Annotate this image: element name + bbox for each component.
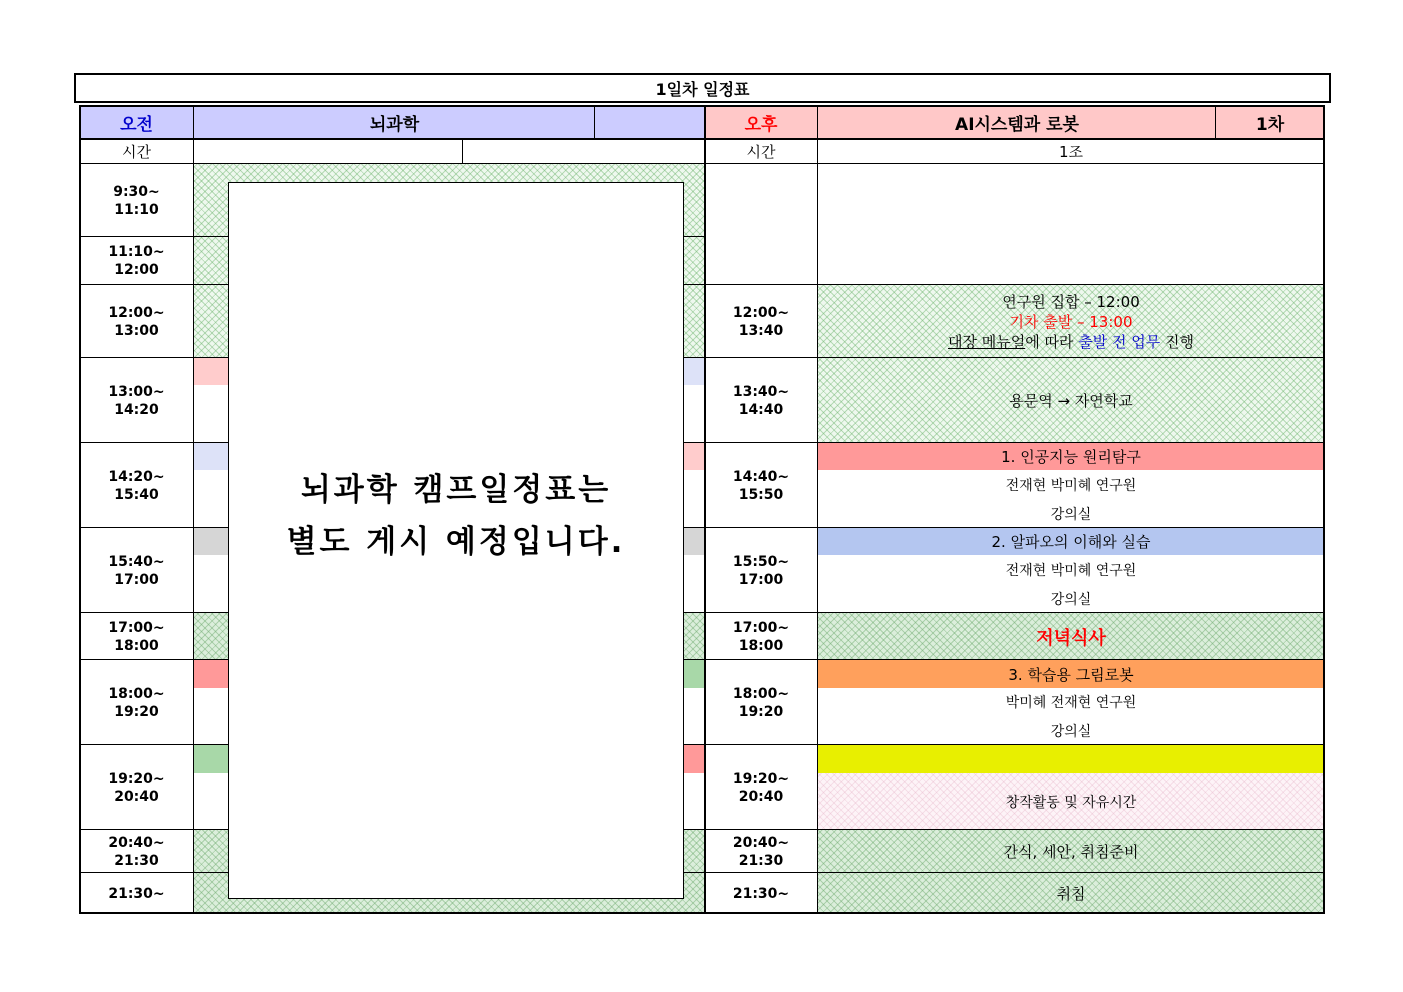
pm-dinner: 저녁식사: [818, 613, 1324, 660]
pm-time-2040: 20:40~ 21:30: [732, 834, 790, 869]
session-2-room: 강의실: [1050, 591, 1092, 608]
brain-science-notice-box: [228, 182, 684, 899]
am-time-1800: 18:00~ 19:20: [108, 685, 165, 720]
am-line-v1: [193, 105, 194, 914]
pm-table-border: [704, 105, 1325, 914]
pm-sleep: 취침: [818, 873, 1324, 914]
brain-science-notice: 뇌과학 캠프일정표는 별도 게시 예정입니다.: [286, 471, 626, 560]
pm-line-r9: [704, 872, 1325, 873]
am-line-h2: [79, 163, 704, 164]
am-time-1300: 13:00~ 14:20: [108, 383, 165, 418]
session-1-title: 1. 인공지능 원리탐구: [818, 443, 1324, 470]
pm-time-1700: 17:00~ 18:00: [732, 619, 790, 654]
pm-line-r7: [704, 744, 1325, 745]
am-time-1420: 14:20~ 15:40: [108, 468, 165, 503]
session-3-staff: 박미혜 전재현 연구원: [1005, 695, 1137, 711]
pm-time-1800: 18:00~ 19:20: [732, 685, 790, 720]
pm-line-r8: [704, 829, 1325, 830]
am-time-1920: 19:20~ 20:40: [108, 770, 165, 805]
pm-snack: 간식, 세안, 취침준비: [818, 830, 1324, 873]
am-time-2130: 21:30~: [108, 885, 165, 902]
am-time-2040: 20:40~ 21:30: [108, 834, 165, 869]
session-1-room: 강의실: [1050, 506, 1092, 523]
pm-time-1200: 12:00~ 13:40: [732, 304, 790, 339]
am-line-v2: [594, 105, 595, 139]
am-time-0930: 9:30~ 11:10: [113, 183, 160, 218]
pm-line-r5: [704, 612, 1325, 613]
gather-line-2: 기차 출발 – 13:00: [1009, 312, 1133, 331]
am-time-1110: 11:10~ 12:00: [108, 244, 165, 278]
pm-line-h2: [704, 163, 1325, 164]
am-time-1700: 17:00~ 18:00: [108, 619, 165, 654]
page-title: 1일차 일정표: [74, 73, 1331, 103]
pm-line-v1: [817, 105, 818, 914]
pm-line-r4: [704, 527, 1325, 528]
pm-time-1440: 14:40~ 15:50: [732, 468, 790, 503]
am-line-h1: [79, 138, 704, 140]
pm-program-title: AI시스템과 로봇: [818, 105, 1216, 139]
pm-time-1920: 19:20~ 20:40: [732, 770, 790, 805]
pm-time-1550: 15:50~ 17:00: [732, 553, 790, 588]
pm-line-v2: [1215, 105, 1216, 139]
pm-time-header: 시간: [746, 143, 776, 161]
pm-line-r1: [704, 284, 1325, 285]
session-3-title: 3. 학습용 그림로봇: [818, 660, 1324, 688]
pm-round: 1차: [1216, 105, 1324, 139]
am-time-1200: 12:00~ 13:00: [108, 304, 165, 339]
am-time-header: 시간: [122, 143, 151, 161]
session-1-staff: 전재현 박미혜 연구원: [1005, 477, 1137, 494]
session-3-room: 강의실: [1050, 723, 1092, 740]
gather-line-3: 대장 메뉴얼에 따라 출발 전 업무 진행: [948, 332, 1194, 351]
pm-line-r2: [704, 357, 1325, 358]
am-time-1540: 15:40~ 17:00: [108, 553, 165, 588]
pm-travel: 용문역 → 자연학교: [818, 358, 1324, 443]
session-2-staff: 전재현 박미혜 연구원: [1005, 562, 1137, 579]
pm-time-2130: 21:30~: [732, 885, 790, 902]
pm-free-time: 창작활동 및 자유시간: [818, 773, 1324, 830]
gather-line-1: 연구원 집합 – 12:00: [1002, 292, 1140, 311]
session-2-title: 2. 알파오의 이해와 실습: [818, 528, 1324, 555]
am-program-title: 뇌과학: [194, 105, 595, 139]
am-label: 오전: [79, 105, 194, 139]
pm-label: 오후: [704, 105, 818, 139]
pm-time-1340: 13:40~ 14:40: [732, 383, 790, 418]
pm-group: 1조: [1058, 143, 1084, 161]
pm-line-r3: [704, 442, 1325, 443]
pm-line-h1: [704, 138, 1325, 140]
pm-line-r6: [704, 659, 1325, 660]
am-line-v3: [462, 139, 463, 164]
